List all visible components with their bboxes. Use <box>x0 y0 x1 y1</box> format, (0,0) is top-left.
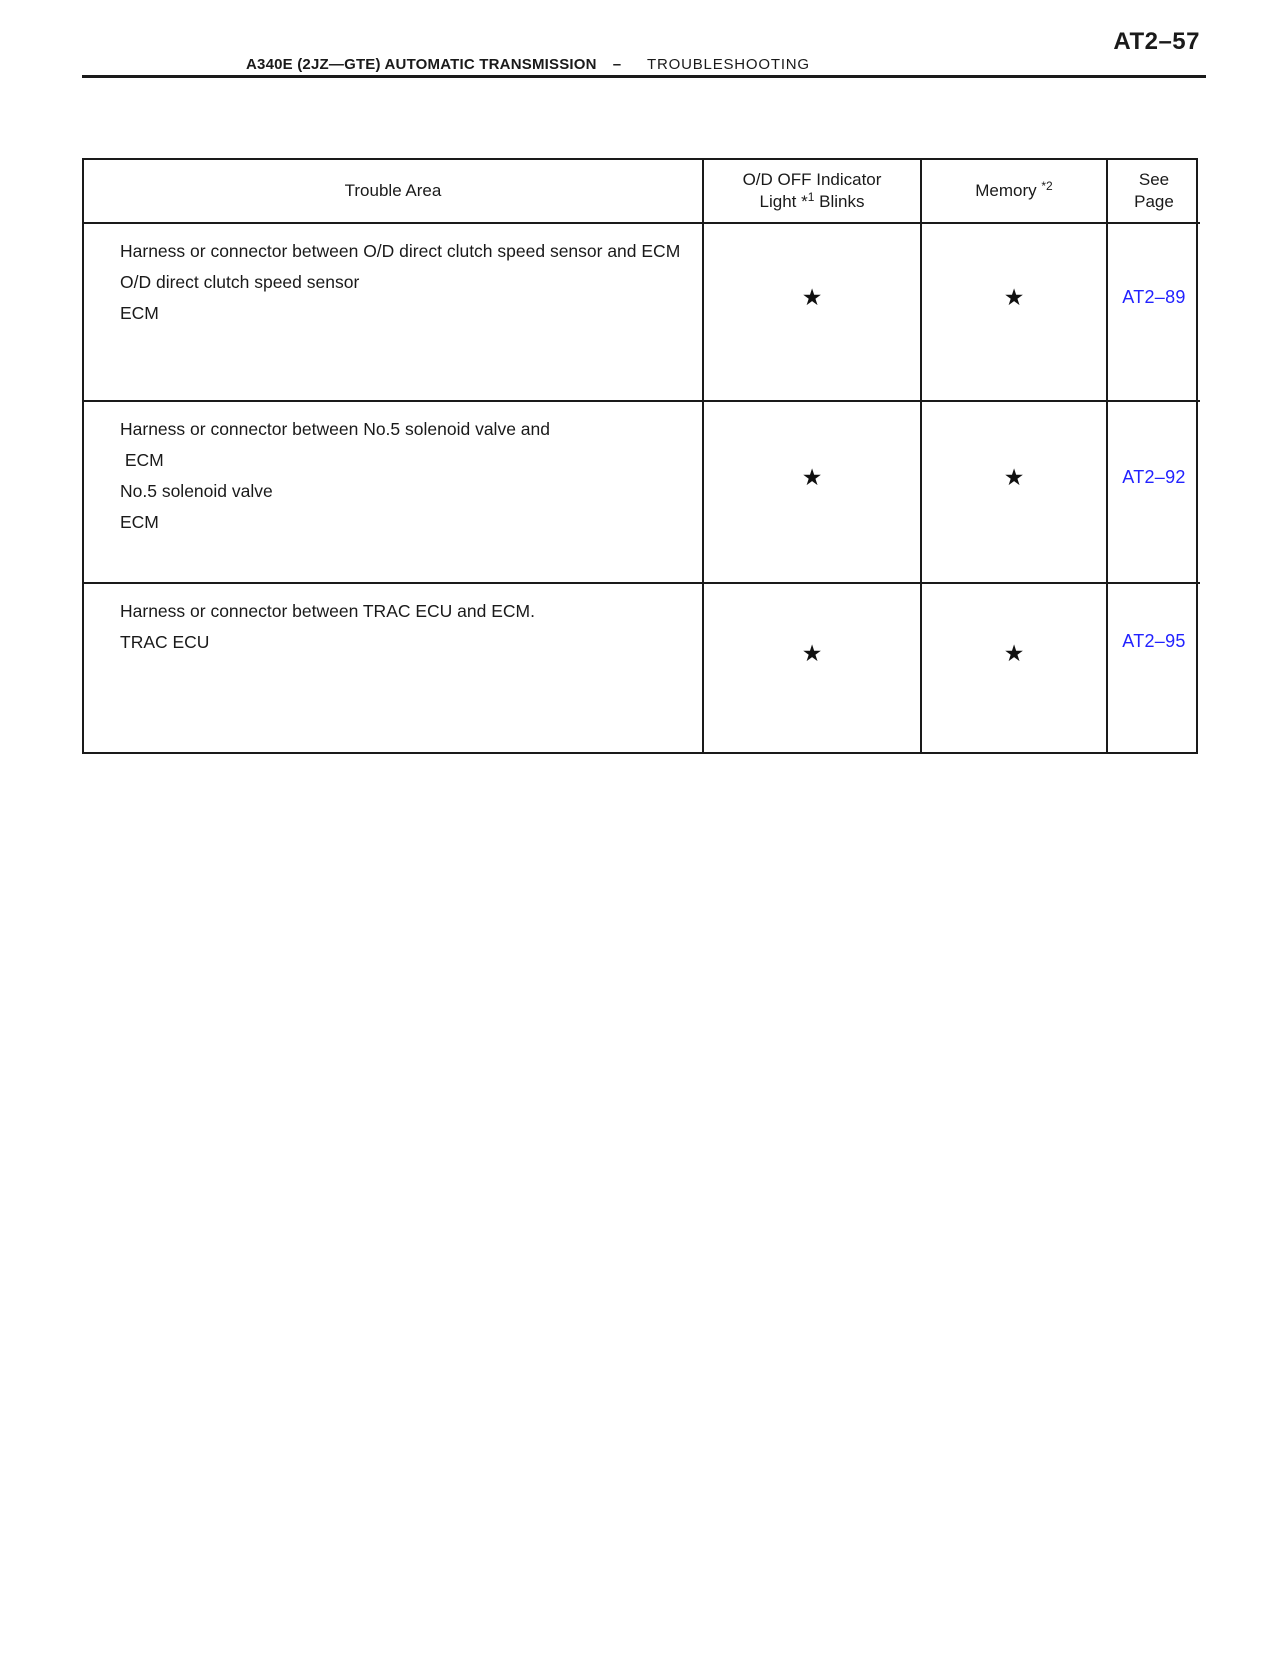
see-page-link[interactable]: AT2–95 <box>1122 630 1186 651</box>
see-page-cell <box>1108 224 1200 402</box>
document-title: A340E (2JZ—GTE) AUTOMATIC TRANSMISSION <box>246 56 597 73</box>
od-off-indicator-cell <box>704 224 922 402</box>
star-icon: ★ <box>801 639 823 666</box>
see-page-link[interactable]: AT2–92 <box>1122 466 1186 487</box>
star-icon: ★ <box>801 283 823 310</box>
trouble-line: ECM <box>120 512 159 532</box>
trouble-area-cell <box>84 402 704 584</box>
page-number: AT2–57 <box>1113 28 1200 55</box>
see-page-link[interactable]: AT2–89 <box>1122 286 1186 307</box>
section-title: TROUBLESHOOTING <box>647 56 810 73</box>
trouble-line: Harness or connector between No.5 solenoid valve and <box>120 419 550 439</box>
trouble-line: No.5 solenoid valve <box>120 481 273 501</box>
trouble-line: Harness or connector between O/D direct clutch speed sensor and ECM <box>120 241 681 261</box>
column-header-line1: See <box>1138 170 1170 189</box>
column-header-label: Trouble Area <box>344 181 442 200</box>
troubleshooting-table <box>82 158 1198 754</box>
trouble-line: Harness or connector between TRAC ECU and ECM. <box>120 601 535 621</box>
header-rule <box>82 75 1206 78</box>
see-page-cell <box>1108 402 1200 584</box>
document-header <box>246 56 810 73</box>
trouble-line: O/D direct clutch speed sensor <box>120 272 360 292</box>
column-header-line2: Page <box>1134 192 1174 211</box>
column-header-trouble-area <box>84 160 704 224</box>
trouble-area-cell <box>84 584 704 752</box>
header-dash: – <box>612 56 622 73</box>
footnote-marker-1: 1 <box>807 190 815 204</box>
trouble-line: ECM <box>120 303 159 323</box>
memory-cell <box>922 224 1108 402</box>
star-icon: ★ <box>801 463 823 490</box>
footnote-marker-2: *2 <box>1041 179 1053 193</box>
memory-cell <box>922 584 1108 752</box>
star-icon: ★ <box>1003 463 1025 490</box>
column-header-od-off-indicator <box>704 160 922 224</box>
star-icon: ★ <box>1003 283 1025 310</box>
trouble-line: ECM <box>120 450 164 470</box>
trouble-line: TRAC ECU <box>120 632 210 652</box>
od-off-indicator-cell <box>704 402 922 584</box>
see-page-cell <box>1108 584 1200 752</box>
star-icon: ★ <box>1003 639 1025 666</box>
trouble-area-cell <box>84 224 704 402</box>
column-header-line1: O/D OFF Indicator <box>742 170 882 189</box>
column-header-memory <box>922 160 1108 224</box>
od-off-indicator-cell <box>704 584 922 752</box>
column-header-see-page <box>1108 160 1200 224</box>
column-header-label: Memory $^{*2}$ <box>975 179 1053 200</box>
column-header-line2: Light *$^1$ Blinks <box>759 190 865 211</box>
memory-cell <box>922 402 1108 584</box>
